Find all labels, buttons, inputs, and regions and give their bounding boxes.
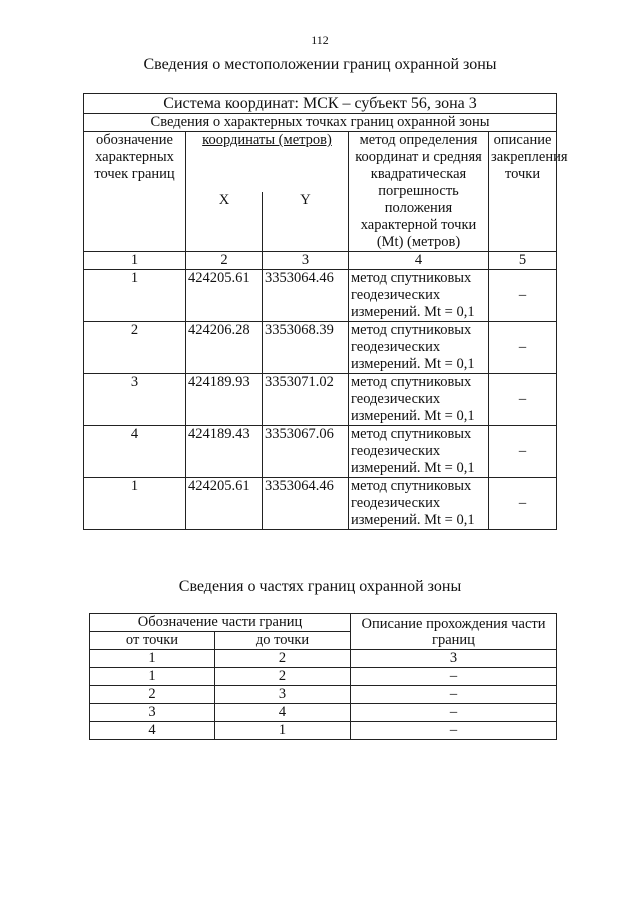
to-cell: 2	[215, 668, 351, 686]
header-coords: координаты (метров)	[186, 132, 349, 192]
column-number: 2	[215, 650, 351, 668]
column-number: 1	[84, 252, 186, 270]
column-number: 4	[349, 252, 489, 270]
column-number: 3	[263, 252, 349, 270]
method-cell: метод спутниковых геодезических измерений. Mt = 0,1	[349, 270, 489, 322]
x-cell: 424206.28	[186, 322, 263, 374]
boundary-parts-table	[89, 613, 557, 740]
header-point: обозначение характерных точек границ	[84, 132, 186, 252]
fixing-cell: –	[489, 270, 557, 322]
method-cell: метод спутниковых геодезических измерений. Mt = 0,1	[349, 426, 489, 478]
fixing-cell: –	[489, 478, 557, 530]
table-row	[84, 270, 557, 322]
column-number: 5	[489, 252, 557, 270]
column-numbers-row	[84, 252, 557, 270]
header-fixing: описание закрепления точки	[489, 132, 557, 252]
table-row	[84, 478, 557, 530]
header-y: Y	[263, 192, 349, 252]
from-cell: 1	[90, 668, 215, 686]
header-from: от точки	[90, 632, 215, 650]
y-cell: 3353068.39	[263, 322, 349, 374]
method-cell: метод спутниковых геодезических измерений. Mt = 0,1	[349, 374, 489, 426]
column-number: 3	[351, 650, 557, 668]
x-cell: 424205.61	[186, 270, 263, 322]
section-title-parts: Сведения о частях границ охранной зоны	[178, 578, 462, 595]
table-row	[84, 426, 557, 478]
header-x: X	[186, 192, 263, 252]
header-description: Описание прохождения части границ	[351, 614, 557, 650]
table-row	[90, 722, 557, 740]
coordinates-table	[83, 93, 568, 530]
column-numbers-row	[90, 650, 557, 668]
from-cell: 4	[90, 722, 215, 740]
description-cell: –	[351, 722, 557, 740]
y-cell: 3353064.46	[263, 270, 349, 322]
point-cell: 1	[84, 270, 186, 322]
header-designation: Обозначение части границ	[90, 614, 351, 632]
header-method: метод определения координат и средняя квадратическая погрешность положения характерной точки (Mt) (метров)	[349, 132, 489, 252]
y-cell: 3353064.46	[263, 478, 349, 530]
method-cell: метод спутниковых геодезических измерений. Mt = 0,1	[349, 478, 489, 530]
from-cell: 3	[90, 704, 215, 722]
coords-table-subtitle: Сведения о характерных точках границ охранной зоны	[84, 114, 557, 132]
point-cell: 4	[84, 426, 186, 478]
x-cell: 424189.93	[186, 374, 263, 426]
to-cell: 3	[215, 686, 351, 704]
table-row	[90, 668, 557, 686]
fixing-cell: –	[489, 374, 557, 426]
header-to: до точки	[215, 632, 351, 650]
description-cell: –	[351, 704, 557, 722]
column-number: 2	[186, 252, 263, 270]
table-row	[84, 374, 557, 426]
to-cell: 4	[215, 704, 351, 722]
x-cell: 424205.61	[186, 478, 263, 530]
table-row	[90, 704, 557, 722]
method-cell: метод спутниковых геодезических измерений. Mt = 0,1	[349, 322, 489, 374]
y-cell: 3353067.06	[263, 426, 349, 478]
to-cell: 1	[215, 722, 351, 740]
section-title-location: Сведения о местоположении границ охранной зоны	[143, 56, 497, 73]
y-cell: 3353071.02	[263, 374, 349, 426]
fixing-cell: –	[489, 322, 557, 374]
point-cell: 3	[84, 374, 186, 426]
table-row	[84, 322, 557, 374]
description-cell: –	[351, 668, 557, 686]
table-row	[90, 686, 557, 704]
point-cell: 1	[84, 478, 186, 530]
point-cell: 2	[84, 322, 186, 374]
from-cell: 2	[90, 686, 215, 704]
description-cell: –	[351, 686, 557, 704]
coordinate-system: Система координат: МСК – субъект 56, зона 3	[84, 94, 557, 114]
fixing-cell: –	[489, 426, 557, 478]
page-number: 112	[311, 33, 329, 47]
column-number: 1	[90, 650, 215, 668]
x-cell: 424189.43	[186, 426, 263, 478]
